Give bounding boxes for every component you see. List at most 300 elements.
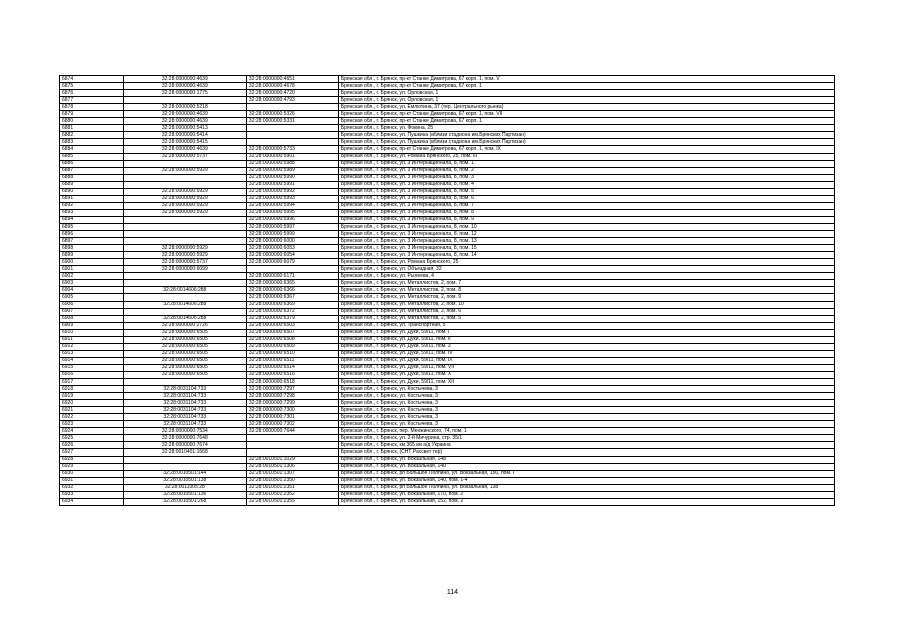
address-cell: Брянская обл., г. Брянск, ул. Дуки, 59/11, пом. IV — [338, 350, 834, 357]
object-cadastral-number-cell: 32:28:0010501:1029 — [246, 456, 338, 463]
table-row — [60, 238, 835, 245]
object-cadastral-number-cell: 32:28:0000000:5990 — [246, 174, 338, 181]
table-row — [60, 125, 835, 132]
object-cadastral-number-cell: 32:28:0000000:5326 — [246, 111, 338, 118]
address-cell: Брянская обл., г. Брянск, ул. Дуки, 59/11, пом. VII — [338, 364, 834, 371]
land-cadastral-number-cell: 32:28:0014606:288 — [123, 287, 246, 294]
object-cadastral-number-cell — [246, 266, 338, 273]
table-row — [60, 491, 835, 498]
land-cadastral-number-cell — [123, 238, 246, 245]
row-number-cell: 6930 — [60, 470, 124, 477]
object-cadastral-number-cell: 32:28:0000000:5989 — [246, 167, 338, 174]
land-cadastral-number-cell — [123, 231, 246, 238]
object-cadastral-number-cell: 32:28:0000000:5996 — [246, 216, 338, 223]
table-row — [60, 421, 835, 428]
object-cadastral-number-cell: 32:28:0000000:5999 — [246, 231, 338, 238]
land-cadastral-number-cell: 32:28:0000000:5929 — [123, 245, 246, 252]
object-cadastral-number-cell: 32:28:0000000:7298 — [246, 393, 338, 400]
object-cadastral-number-cell: 32:28:0010501:2350 — [246, 477, 338, 484]
table-row — [60, 407, 835, 414]
table-row — [60, 329, 835, 336]
address-cell: Брянская обл., г. Брянск, пер. Менжинского, 74, пом. 1 — [338, 428, 834, 435]
row-number-cell: 6890 — [60, 188, 124, 195]
land-cadastral-number-cell: 32:28:0000000:6505 — [123, 329, 246, 336]
address-cell: Брянская обл., г. Брянск, ул. 3 Интернационала, 8, пом. 12 — [338, 231, 834, 238]
table-row — [60, 188, 835, 195]
address-cell: Брянская обл., г. Брянск, ул. Вокзальная, 170, пом. 2 — [338, 491, 834, 498]
land-cadastral-number-cell — [123, 379, 246, 386]
address-cell: Брянская обл., г. Брянск, ул. Пушкина (вблизи стадиона им.Брянских Партизан) — [338, 139, 834, 146]
land-cadastral-number-cell: 32:28:0010501:136 — [123, 491, 246, 498]
object-cadastral-number-cell — [246, 435, 338, 442]
row-number-cell: 6908 — [60, 315, 124, 322]
object-cadastral-number-cell: 32:28:0000000:4793 — [246, 97, 338, 104]
object-cadastral-number-cell: 32:28:0000000:6514 — [246, 364, 338, 371]
address-cell: Брянская обл., г. Брянск, ул. Вокзальная, 148 — [338, 456, 834, 463]
address-cell: Брянская обл., г. Брянск, ул. Орловская, 1 — [338, 97, 834, 104]
object-cadastral-number-cell: 32:28:0000000:6511 — [246, 357, 338, 364]
table-row — [60, 336, 835, 343]
land-cadastral-number-cell: 32:28:0011005:28 — [123, 484, 246, 491]
address-cell: Брянская обл., г. Брянск, пр-кт Станке Димитрова, 67 корп. 1, пом. VII — [338, 111, 834, 118]
row-number-cell: 6893 — [60, 209, 124, 216]
row-number-cell: 6905 — [60, 294, 124, 301]
row-number-cell: 6921 — [60, 407, 124, 414]
address-cell: Брянская обл., г. Брянск, ул. 3 Интернационала, 8, пом. 3 — [338, 174, 834, 181]
land-cadastral-number-cell: 32:28:0000000:5413 — [123, 125, 246, 132]
address-cell: Брянская обл., г. Брянск, ул. Костычева, 3 — [338, 421, 834, 428]
object-cadastral-number-cell: 32:28:0000000:7301 — [246, 414, 338, 421]
row-number-cell: 6907 — [60, 308, 124, 315]
row-number-cell: 6895 — [60, 223, 124, 230]
table-row — [60, 259, 835, 266]
object-cadastral-number-cell: 32:28:0000000:5988 — [246, 160, 338, 167]
row-number-cell: 6910 — [60, 329, 124, 336]
table-row — [60, 463, 835, 470]
land-cadastral-number-cell: 32:28:0000000:7648 — [123, 435, 246, 442]
object-cadastral-number-cell: 32:28:0010501:1307 — [246, 470, 338, 477]
row-number-cell: 6883 — [60, 139, 124, 146]
table-row — [60, 104, 835, 111]
land-cadastral-number-cell — [123, 273, 246, 280]
address-cell: Брянская обл., г. Брянск, ул. Дуки, 59/11, пом. XII — [338, 379, 834, 386]
address-cell: Брянская обл., г. Брянск, рп Большое Полпино, ул. Вокзальная, 138 — [338, 484, 834, 491]
table-row — [60, 209, 835, 216]
object-cadastral-number-cell: 32:28:0000000:6366 — [246, 287, 338, 294]
land-cadastral-number-cell: 32:28:0031104:733 — [123, 407, 246, 414]
row-number-cell: 6889 — [60, 181, 124, 188]
object-cadastral-number-cell — [246, 132, 338, 139]
object-cadastral-number-cell: 32:28:0010501:1306 — [246, 463, 338, 470]
table-row — [60, 90, 835, 97]
row-number-cell: 6879 — [60, 111, 124, 118]
row-number-cell: 6931 — [60, 477, 124, 484]
table-row — [60, 308, 835, 315]
row-number-cell: 6900 — [60, 259, 124, 266]
land-cadastral-number-cell: 32:28:0000000:2726 — [123, 322, 246, 329]
table-row — [60, 139, 835, 146]
object-cadastral-number-cell: 32:28:0000000:5993 — [246, 195, 338, 202]
object-cadastral-number-cell: 32:28:0000000:7299 — [246, 400, 338, 407]
land-cadastral-number-cell: 32:28:0010501:268 — [123, 498, 246, 505]
address-cell: Брянская обл., г. Брянск, ул. 3 Интернационала, 8, пом. 6 — [338, 195, 834, 202]
land-cadastral-number-cell — [123, 160, 246, 167]
page-number: 114 — [446, 589, 459, 596]
object-cadastral-number-cell: 32:28:0000000:6372 — [246, 308, 338, 315]
table-row — [60, 484, 835, 491]
table-row — [60, 477, 835, 484]
row-number-cell: 6906 — [60, 301, 124, 308]
address-cell: Брянская обл., г. Брянск, рп Большое Полпино, ул. Вокзальная, 150, пом. I — [338, 470, 834, 477]
row-number-cell: 6876 — [60, 90, 124, 97]
land-cadastral-number-cell — [123, 463, 246, 470]
table-row — [60, 273, 835, 280]
address-cell: Брянская обл., г. Брянск, ул. Металлистов, 2, пом. 7 — [338, 280, 834, 287]
address-cell: Брянская обл., г. Брянск, ул. Романа Брянского, 25, пом. III — [338, 153, 834, 160]
land-cadastral-number-cell: 32:28:0000000:4639 — [123, 76, 246, 83]
address-cell: Брянская обл., г. Брянск, ул. Костычева, 3 — [338, 400, 834, 407]
table-row — [60, 153, 835, 160]
row-number-cell: 6877 — [60, 97, 124, 104]
row-number-cell: 6892 — [60, 202, 124, 209]
address-cell: Брянская обл., г. Брянск, ул. 3 Интернационала, 8, пом. 8 — [338, 209, 834, 216]
object-cadastral-number-cell: 32:28:0000000:6171 — [246, 273, 338, 280]
table-row — [60, 350, 835, 357]
row-number-cell: 6913 — [60, 350, 124, 357]
table-row — [60, 470, 835, 477]
row-number-cell: 6916 — [60, 371, 124, 378]
row-number-cell: 6923 — [60, 421, 124, 428]
object-cadastral-number-cell: 32:28:0000000:5331 — [246, 118, 338, 125]
table-row — [60, 287, 835, 294]
row-number-cell: 6897 — [60, 238, 124, 245]
land-cadastral-number-cell: 32:28:0000000:6505 — [123, 343, 246, 350]
land-cadastral-number-cell: 32:28:0000000:5737 — [123, 153, 246, 160]
row-number-cell: 6909 — [60, 322, 124, 329]
address-cell: Брянская обл., г. Брянск, ул. Металлистов, 2, пом. 10 — [338, 301, 834, 308]
land-cadastral-number-cell: 32:28:0000000:6099 — [123, 266, 246, 273]
land-cadastral-number-cell: 32:28:0014606:288 — [123, 315, 246, 322]
land-cadastral-number-cell: 32:28:0000000:7534 — [123, 428, 246, 435]
table-row — [60, 435, 835, 442]
address-cell: Брянская обл., г. Брянск, ул. Дуки, 59/11, пом. I — [338, 329, 834, 336]
object-cadastral-number-cell: 32:28:0000000:6509 — [246, 343, 338, 350]
table-row — [60, 280, 835, 287]
row-number-cell: 6896 — [60, 231, 124, 238]
land-cadastral-number-cell: 32:28:0000000:5929 — [123, 252, 246, 259]
row-number-cell: 6920 — [60, 400, 124, 407]
object-cadastral-number-cell — [246, 104, 338, 111]
object-cadastral-number-cell: 32:28:0000000:5994 — [246, 202, 338, 209]
address-cell: Брянская обл., г. Брянск, ул. 3 Интернационала, 8, пом. 7 — [338, 202, 834, 209]
land-cadastral-number-cell: 32:28:0000000:6505 — [123, 357, 246, 364]
land-cadastral-number-cell: 32:28:0000000:5929 — [123, 209, 246, 216]
land-cadastral-number-cell: 32:28:0000000:6505 — [123, 350, 246, 357]
object-cadastral-number-cell: 32:28:0010501:2355 — [246, 498, 338, 505]
land-cadastral-number-cell: 32:28:0000000:5929 — [123, 167, 246, 174]
table-row — [60, 386, 835, 393]
address-cell: Брянская обл., г. Брянск, пр-кт Станке Димитрова, 67 корп. 1 — [338, 83, 834, 90]
object-cadastral-number-cell: 32:28:0000000:6379 — [246, 315, 338, 322]
table-row — [60, 216, 835, 223]
register-table-body — [60, 76, 835, 506]
object-cadastral-number-cell: 32:28:0000000:6518 — [246, 379, 338, 386]
object-cadastral-number-cell: 32:28:0000000:5991 — [246, 181, 338, 188]
land-cadastral-number-cell: 32:28:0031104:733 — [123, 386, 246, 393]
object-cadastral-number-cell: 32:28:0000000:5997 — [246, 223, 338, 230]
address-cell: Брянская обл., г. Брянск, (СНТ Рассвет тер) — [338, 449, 834, 456]
land-cadastral-number-cell: 32:28:0000000:6505 — [123, 364, 246, 371]
object-cadastral-number-cell — [246, 125, 338, 132]
object-cadastral-number-cell: 32:28:0000000:7644 — [246, 428, 338, 435]
object-cadastral-number-cell: 32:28:0010501:2352 — [246, 491, 338, 498]
row-number-cell: 6922 — [60, 414, 124, 421]
land-cadastral-number-cell: 32:28:0000000:6505 — [123, 336, 246, 343]
object-cadastral-number-cell: 32:28:0000000:5992 — [246, 188, 338, 195]
table-row — [60, 456, 835, 463]
object-cadastral-number-cell: 32:28:0000000:6508 — [246, 336, 338, 343]
address-cell: Брянская обл., г. Брянск, ул. Металлистов, 2, пом. 9 — [338, 294, 834, 301]
object-cadastral-number-cell: 32:28:0000000:6367 — [246, 294, 338, 301]
row-number-cell: 6878 — [60, 104, 124, 111]
row-number-cell: 6881 — [60, 125, 124, 132]
object-cadastral-number-cell: 32:28:0000000:6054 — [246, 252, 338, 259]
address-cell: Брянская обл., г. Брянск, ул. Костычева, 3 — [338, 407, 834, 414]
table-row — [60, 252, 835, 259]
table-row — [60, 83, 835, 90]
table-row — [60, 132, 835, 139]
register-table — [59, 75, 835, 506]
row-number-cell: 6918 — [60, 386, 124, 393]
land-cadastral-number-cell: 32:28:0000000:5929 — [123, 188, 246, 195]
address-cell: Брянская обл., г. Брянск, ул. 3 Интернационала, 8, пом. 14 — [338, 252, 834, 259]
row-number-cell: 6929 — [60, 463, 124, 470]
object-cadastral-number-cell: 32:28:0000000:6053 — [246, 245, 338, 252]
table-row — [60, 357, 835, 364]
address-cell: Брянская обл., г. Брянск, пр-кт Станке Димитрова, 67 корп. 1 — [338, 118, 834, 125]
object-cadastral-number-cell — [246, 449, 338, 456]
land-cadastral-number-cell: 32:28:0031104:733 — [123, 393, 246, 400]
row-number-cell: 6932 — [60, 484, 124, 491]
table-row — [60, 245, 835, 252]
address-cell: Брянская обл., г. Брянск, ул. Вокзальная, 152, пом. 2 — [338, 498, 834, 505]
object-cadastral-number-cell: 32:28:0000000:5901 — [246, 153, 338, 160]
land-cadastral-number-cell — [123, 216, 246, 223]
row-number-cell: 6902 — [60, 273, 124, 280]
row-number-cell: 6917 — [60, 379, 124, 386]
land-cadastral-number-cell — [123, 456, 246, 463]
address-cell: Брянская обл., г. Брянск, ул. Дуки, 59/11, пом. 3 — [338, 343, 834, 350]
table-row — [60, 181, 835, 188]
row-number-cell: 6898 — [60, 245, 124, 252]
address-cell: Брянская обл., г. Брянск, ул. 3 Интернационала, 8, пом. 2 — [338, 167, 834, 174]
land-cadastral-number-cell: 32:28:0031104:733 — [123, 421, 246, 428]
address-cell: Брянская обл., г. Брянск, ул. Объездная, 32 — [338, 266, 834, 273]
row-number-cell: 6884 — [60, 146, 124, 153]
land-cadastral-number-cell: 32:28:0000000:4639 — [123, 118, 246, 125]
row-number-cell: 6928 — [60, 456, 124, 463]
address-cell: Брянская обл., г. Брянск, ул. Металлистов, 2, пом. 6 — [338, 308, 834, 315]
table-row — [60, 343, 835, 350]
table-row — [60, 322, 835, 329]
table-row — [60, 294, 835, 301]
table-row — [60, 111, 835, 118]
address-cell: Брянская обл., г. Брянск, ул. Орловская, 1 — [338, 90, 834, 97]
land-cadastral-number-cell: 32:28:0000000:4639 — [123, 111, 246, 118]
table-row — [60, 195, 835, 202]
address-cell: Брянская обл., г. Брянск, ул. 2-й Мичурина, стр. 35/1 — [338, 435, 834, 442]
address-cell: Брянская обл., г. Брянск, ул. 3 Интернационала, 8, пом. 9 — [338, 216, 834, 223]
land-cadastral-number-cell: 32:28:0010501:144 — [123, 470, 246, 477]
row-number-cell: 6911 — [60, 336, 124, 343]
land-cadastral-number-cell: 32:28:0031104:733 — [123, 414, 246, 421]
address-cell: Брянская обл., г. Брянск, ул. Костычева, 3 — [338, 386, 834, 393]
table-row — [60, 414, 835, 421]
object-cadastral-number-cell: 32:28:0000000:7302 — [246, 421, 338, 428]
row-number-cell: 6915 — [60, 364, 124, 371]
row-number-cell: 6925 — [60, 435, 124, 442]
land-cadastral-number-cell — [123, 174, 246, 181]
address-cell: Брянская обл., г. Брянск, ул. 3 Интернационала, 8, пом. 4 — [338, 181, 834, 188]
land-cadastral-number-cell — [123, 97, 246, 104]
row-number-cell: 6894 — [60, 216, 124, 223]
address-cell: Брянская обл., г. Брянск, ул. Костычева, 3 — [338, 393, 834, 400]
address-cell: Брянская обл., г. Брянск, ул. Металлистов, 2, пом. 5 — [338, 315, 834, 322]
address-cell: Брянская обл., г. Брянск, ул. 3 Интернационала, 8, пом. 1 — [338, 160, 834, 167]
table-row — [60, 174, 835, 181]
address-cell: Брянская обл., г. Брянск, ул. 3 Интернационала, 8, пом. 15 — [338, 245, 834, 252]
table-row — [60, 364, 835, 371]
land-cadastral-number-cell: 32:28:0010501:138 — [123, 477, 246, 484]
row-number-cell: 6924 — [60, 428, 124, 435]
row-number-cell: 6914 — [60, 357, 124, 364]
address-cell: Брянская обл., г. Брянск, ул. 3 Интернационала, 8, пом. 5 — [338, 188, 834, 195]
table-row — [60, 231, 835, 238]
table-row — [60, 266, 835, 273]
land-cadastral-number-cell: 32:28:0000000:1775 — [123, 90, 246, 97]
table-row — [60, 400, 835, 407]
address-cell: Брянская обл., г. Брянск, ул. Дуки, 59/11, пом. II — [338, 336, 834, 343]
row-number-cell: 6891 — [60, 195, 124, 202]
row-number-cell: 6934 — [60, 498, 124, 505]
table-row — [60, 301, 835, 308]
table-row — [60, 371, 835, 378]
address-cell: Брянская обл., г. Брянск, пр-кт Станке Димитрова, 67 корп. 1, пом. V — [338, 76, 834, 83]
row-number-cell: 6887 — [60, 167, 124, 174]
row-number-cell: 6933 — [60, 491, 124, 498]
land-cadastral-number-cell: 32:28:0010401:1668 — [123, 449, 246, 456]
table-row — [60, 442, 835, 449]
land-cadastral-number-cell: 32:28:0000000:5414 — [123, 132, 246, 139]
address-cell: Брянская обл., г. Брянск, ул. Костычева, 3 — [338, 414, 834, 421]
table-row — [60, 118, 835, 125]
address-cell: Брянская обл., г. Брянск, ул. Фокина, 25 — [338, 125, 834, 132]
row-number-cell: 6904 — [60, 287, 124, 294]
land-cadastral-number-cell: 32:28:0000000:5415 — [123, 139, 246, 146]
address-cell: Брянская обл., г. Брянск, ул. Пушкина (вблизи стадиона им.Брянских Партизан) — [338, 132, 834, 139]
row-number-cell: 6899 — [60, 252, 124, 259]
table-row — [60, 167, 835, 174]
object-cadastral-number-cell: 32:28:0000000:5733 — [246, 146, 338, 153]
table-row — [60, 379, 835, 386]
address-cell: Брянская обл., г. Брянск, ул. Вокзальная, 140 — [338, 463, 834, 470]
land-cadastral-number-cell: 32:28:0000000:4639 — [123, 146, 246, 153]
row-number-cell: 6901 — [60, 266, 124, 273]
address-cell: Брянская обл., г. Брянск, ул. Рылеева, 4 — [338, 273, 834, 280]
table-row — [60, 223, 835, 230]
land-cadastral-number-cell — [123, 308, 246, 315]
address-cell: Брянская обл., г. Брянск, ул. Емлютина, 37 (тер. Центрального рынка) — [338, 104, 834, 111]
address-cell: Брянская обл., г. Брянск, ул. Дуки, 59/11, пом. IX — [338, 357, 834, 364]
table-row — [60, 160, 835, 167]
object-cadastral-number-cell: 32:28:0000000:6079 — [246, 259, 338, 266]
address-cell: Брянская обл., г. Брянск, пр-кт Станке Димитрова, 67 корп. 1, пом. IX — [338, 146, 834, 153]
land-cadastral-number-cell — [123, 181, 246, 188]
address-cell: Брянская обл., г. Брянск, км 365 км а/д Украина — [338, 442, 834, 449]
land-cadastral-number-cell: 32:28:0000000:5929 — [123, 195, 246, 202]
object-cadastral-number-cell: 32:28:0000000:4720 — [246, 90, 338, 97]
row-number-cell: 6912 — [60, 343, 124, 350]
land-cadastral-number-cell: 32:28:0000000:5218 — [123, 104, 246, 111]
table-row — [60, 97, 835, 104]
address-cell: Брянская обл., г. Брянск, ул. Дуки, 59/11, пом. X — [338, 371, 834, 378]
row-number-cell: 6926 — [60, 442, 124, 449]
row-number-cell: 6880 — [60, 118, 124, 125]
row-number-cell: 6874 — [60, 76, 124, 83]
land-cadastral-number-cell: 32:28:0014606:288 — [123, 301, 246, 308]
row-number-cell: 6919 — [60, 393, 124, 400]
table-row — [60, 428, 835, 435]
land-cadastral-number-cell: 32:28:0000000:6505 — [123, 371, 246, 378]
object-cadastral-number-cell: 32:28:0000000:6365 — [246, 280, 338, 287]
object-cadastral-number-cell: 32:28:0010501:2351 — [246, 484, 338, 491]
land-cadastral-number-cell: 32:28:0031104:733 — [123, 400, 246, 407]
table-row — [60, 393, 835, 400]
object-cadastral-number-cell: 32:28:0000000:7300 — [246, 407, 338, 414]
land-cadastral-number-cell — [123, 280, 246, 287]
table-row — [60, 146, 835, 153]
object-cadastral-number-cell: 32:28:0000000:5995 — [246, 209, 338, 216]
address-cell: Брянская обл., г. Брянск, ул. 3 Интернационала, 8, пом. 13 — [338, 238, 834, 245]
table-row — [60, 202, 835, 209]
object-cadastral-number-cell: 32:28:0000000:7297 — [246, 386, 338, 393]
address-cell: Брянская обл., г. Брянск, ул. Металлистов, 2, пом. 8 — [338, 287, 834, 294]
object-cadastral-number-cell: 32:28:0000000:4678 — [246, 83, 338, 90]
land-cadastral-number-cell: 32:28:0000000:5737 — [123, 259, 246, 266]
object-cadastral-number-cell: 32:28:0000000:6516 — [246, 371, 338, 378]
object-cadastral-number-cell — [246, 139, 338, 146]
row-number-cell: 6886 — [60, 160, 124, 167]
object-cadastral-number-cell: 32:28:0000000:6503 — [246, 322, 338, 329]
address-cell: Брянская обл., г. Брянск, ул. Романа Брянского, 25 — [338, 259, 834, 266]
object-cadastral-number-cell: 32:28:0000000:6000 — [246, 238, 338, 245]
table-row — [60, 315, 835, 322]
object-cadastral-number-cell: 32:28:0000000:6369 — [246, 301, 338, 308]
address-cell: Брянская обл., г. Брянск, ул. Вокзальная, 140, пом. 1-4 — [338, 477, 834, 484]
land-cadastral-number-cell: 32:28:0000000:5929 — [123, 202, 246, 209]
land-cadastral-number-cell — [123, 223, 246, 230]
table-row — [60, 449, 835, 456]
row-number-cell: 6882 — [60, 132, 124, 139]
row-number-cell: 6888 — [60, 174, 124, 181]
row-number-cell: 6885 — [60, 153, 124, 160]
object-cadastral-number-cell — [246, 442, 338, 449]
land-cadastral-number-cell: 32:28:0000000:7674 — [123, 442, 246, 449]
table-row — [60, 76, 835, 83]
address-cell: Брянская обл., г. Брянск, ул. 3 Интернационала, 8, пом. 10 — [338, 223, 834, 230]
row-number-cell: 6927 — [60, 449, 124, 456]
address-cell: Брянская обл., г. Брянск, ул. Транспортная, 5 — [338, 322, 834, 329]
